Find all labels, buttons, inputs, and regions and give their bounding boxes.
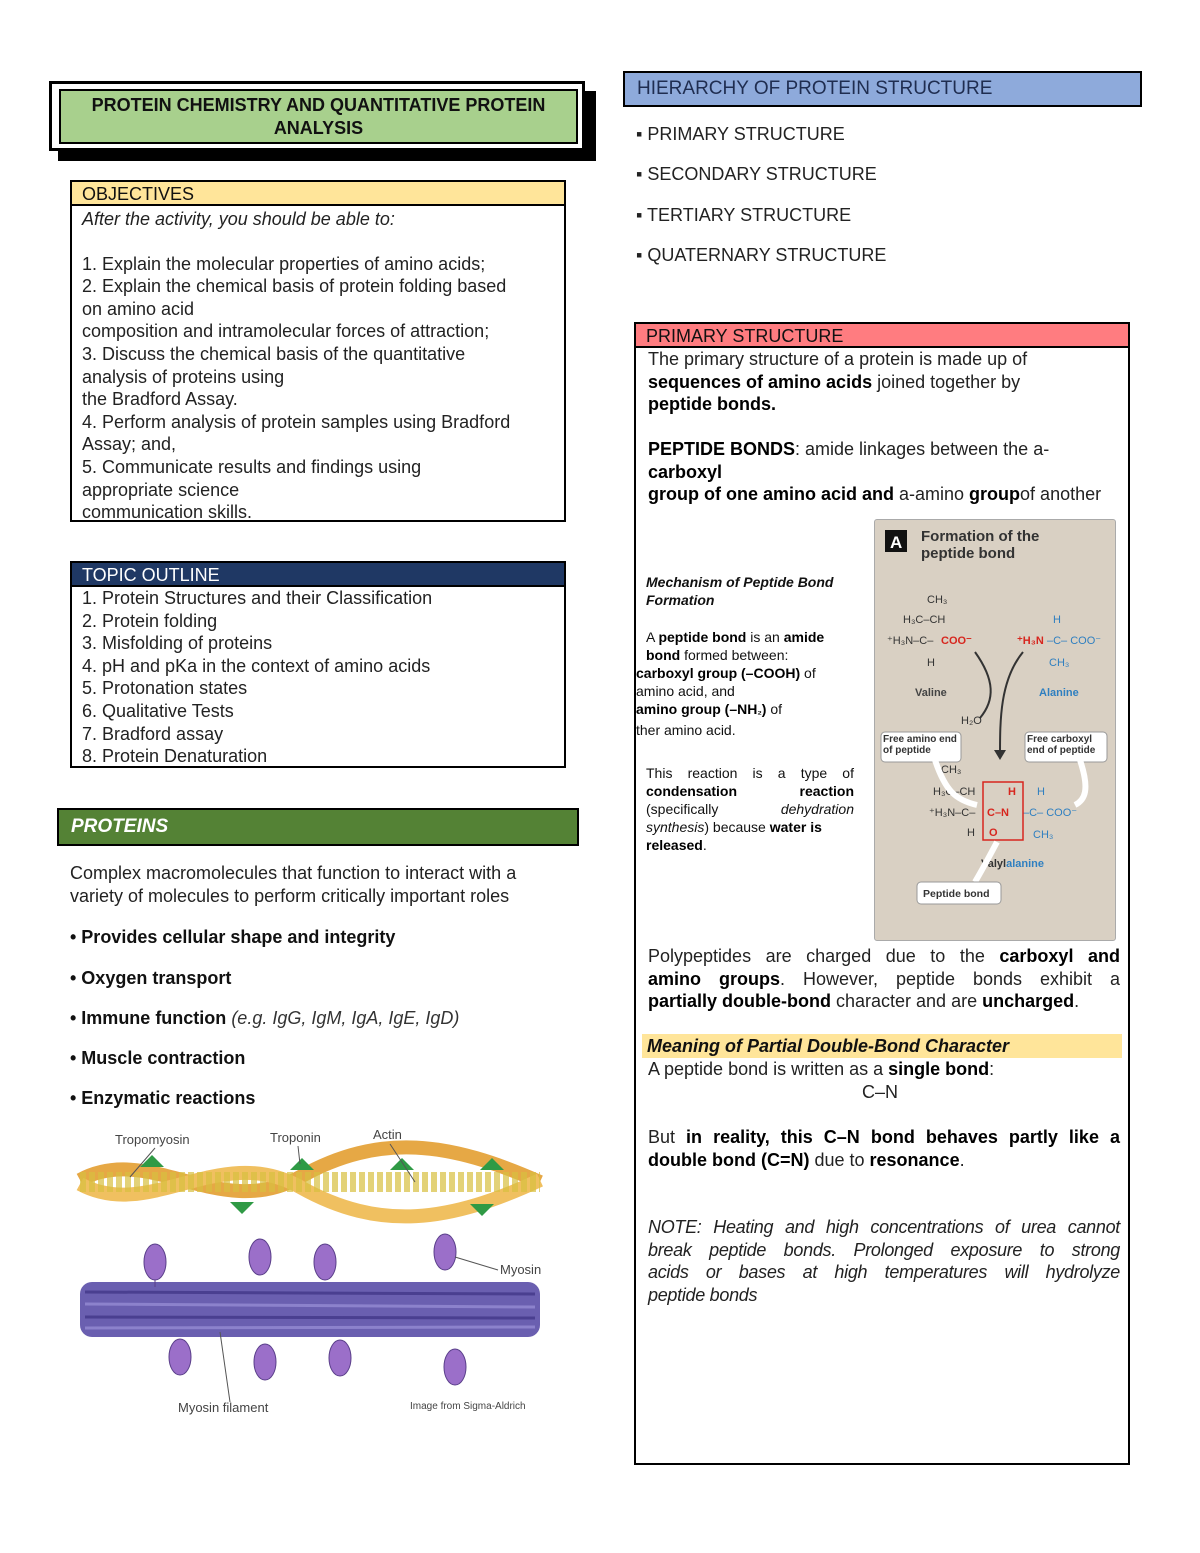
objective-line: appropriate science (82, 479, 240, 500)
peptide-bond-label: Peptide bond (923, 888, 990, 900)
list-item: 3. Misfolding of proteins (82, 633, 273, 654)
image-credit: Image from Sigma-Aldrich (410, 1401, 526, 1412)
svg-text:⁺H₃N–C–: ⁺H₃N–C– (929, 807, 976, 819)
hierarchy-header: HIERARCHY OF PROTEIN STRUCTURE (623, 71, 1142, 107)
primary-paragraph-4 (648, 1058, 1120, 1103)
topic-outline-list (72, 587, 564, 768)
bold-text: amide (783, 629, 825, 645)
bold-text: double bond (C=N) (648, 1149, 810, 1170)
svg-text:C–N: C–N (987, 807, 1010, 819)
bold-text: PEPTIDE BONDS (648, 439, 796, 459)
bold-text: released (646, 837, 703, 853)
text-span: of (766, 701, 783, 717)
mechanism-description (636, 628, 858, 739)
note-line: break peptide bonds. Prolonged exposure to strong (648, 1239, 1120, 1260)
hierarchy-item: ▪ SECONDARY STRUCTURE (636, 164, 877, 184)
bold-text: ) (761, 701, 767, 717)
text-span: But (648, 1127, 687, 1147)
svg-text:–C– COO⁻: –C– COO⁻ (1047, 635, 1102, 647)
role-item (70, 1008, 459, 1029)
svg-text:⁺H₃N: ⁺H₃N (1017, 635, 1044, 647)
label-myosin-filament: Myosin filament (178, 1400, 269, 1415)
text-span: is an (746, 629, 784, 645)
text-line: This reaction is a type of (646, 765, 854, 781)
actin-myosin-figure (70, 1122, 570, 1422)
primary-paragraph-1 (648, 348, 1118, 416)
bold-text: group (964, 484, 1021, 505)
subscript: ₂ (757, 706, 762, 717)
role-item: • Enzymatic reactions (70, 1088, 256, 1108)
svg-text:H: H (927, 657, 935, 669)
objective-line: the Bradford Assay. (82, 389, 238, 410)
svg-text:CH₃: CH₃ (1049, 657, 1070, 669)
proteins-header: PROTEINS (57, 808, 579, 846)
list-item: 5. Protonation states (82, 678, 248, 699)
italic-text: dehydration (780, 801, 854, 817)
text-span: ) because (704, 819, 770, 835)
actin-filament (80, 1147, 540, 1216)
bold-text: water is (769, 819, 822, 835)
svg-text:H₃C–CH: H₃C–CH (933, 786, 976, 798)
text-line: C–N (862, 1081, 899, 1102)
valine-label: Valine (915, 687, 947, 699)
svg-text:H: H (1037, 786, 1045, 798)
objectives-box (70, 180, 566, 522)
text-span: . (702, 837, 707, 853)
text-span: (specifically (646, 801, 719, 817)
reaction-arrow (1000, 652, 1023, 755)
text-span: : amide linkages between the (795, 439, 1034, 459)
list-item: 1. Protein Structures and their Classification (82, 588, 433, 608)
objective-line: composition and intramolecular forces of attraction; (82, 321, 490, 342)
text-line: ther amino acid. (636, 722, 736, 738)
bold-text: in reality, this C–N bond behaves partly like a (686, 1127, 1120, 1147)
text-span: A peptide bond is written as a (648, 1059, 889, 1079)
meaning-header: Meaning of Partial Double-Bond Character (642, 1034, 1122, 1058)
note-line: NOTE: Heating and high concentrations of urea cannot (648, 1217, 1120, 1237)
list-item: 2. Protein folding (82, 610, 218, 631)
list-item: 6. Qualitative Tests (82, 700, 234, 721)
topic-outline-box (70, 561, 566, 768)
alanine-structure (1017, 614, 1101, 669)
text-span: character and are (831, 991, 983, 1012)
proteins-intro: Complex macromolecules that function to interact with a variety of molecules to perform critically important roles (70, 863, 517, 906)
objectives-intro: After the activity, you should be able to: (82, 209, 395, 229)
valine-structure (887, 594, 972, 669)
text-span: of another (1020, 484, 1102, 505)
bold-text: carboxyl and (999, 946, 1120, 966)
water-removal-arrow (975, 652, 991, 718)
role-item: • Oxygen transport (70, 968, 232, 988)
role-item: • Muscle contraction (70, 1048, 246, 1068)
reaction-arrowhead (994, 750, 1006, 760)
label-troponin: Troponin (270, 1130, 321, 1145)
label-tropomyosin: Tropomyosin (115, 1132, 190, 1147)
primary-paragraph-3 (648, 945, 1120, 1013)
hierarchy-item: ▪ PRIMARY STRUCTURE (636, 124, 845, 144)
text-line: amino acid, and (636, 683, 735, 699)
water-label: H₂O (961, 715, 982, 727)
alanine-part: alanine (1006, 858, 1044, 870)
objective-line: 5. Communicate results and findings using (82, 456, 422, 477)
page-title: PROTEIN CHEMISTRY AND QUANTITATIVE PROTEIN ANALYSIS (59, 89, 578, 144)
bold-text: resonance (869, 1149, 960, 1170)
objective-line: analysis of proteins using (82, 366, 285, 387)
objective-line: 4. Perform analysis of protein samples using Bradford (82, 411, 511, 432)
objectives-header: OBJECTIVES (72, 182, 564, 206)
valyl-part: Valyl (981, 858, 1007, 870)
myosin-filament-bundle (80, 1282, 540, 1337)
text-span: due to (809, 1149, 870, 1170)
objective-line: Assay; and, (82, 434, 177, 455)
peptide-bond-figure (874, 519, 1116, 941)
immune-examples: (e.g. IgG, IgM, IgA, IgE, IgD) (231, 1008, 460, 1028)
role-item-label: • Immune function (70, 1008, 227, 1028)
objective-line: 2. Explain the chemical basis of protein folding based (82, 276, 507, 297)
text-span: A (646, 629, 659, 645)
note-line: acids or bases at high temperatures will hydrolyze (648, 1262, 1120, 1283)
primary-note (648, 1216, 1120, 1306)
svg-text:CH₃: CH₃ (941, 764, 962, 776)
dipeptide-structure (929, 764, 1077, 841)
bold-text: peptide bond (658, 629, 747, 645)
bold-text: sequences of amino acids (648, 371, 873, 392)
note-line: peptide bonds (648, 1284, 758, 1305)
svg-text:CH₃: CH₃ (927, 594, 948, 606)
svg-text:H: H (967, 827, 975, 839)
text-span: a-amino (899, 484, 965, 505)
svg-text:COO⁻: COO⁻ (941, 635, 972, 647)
primary-structure-header: PRIMARY STRUCTURE (636, 324, 1128, 348)
carboxyl-arrow (1075, 760, 1085, 805)
hierarchy-item: ▪ QUATERNARY STRUCTURE (636, 245, 887, 265)
primary-paragraph-2 (648, 438, 1120, 506)
svg-text:⁺H₃N–C–: ⁺H₃N–C– (887, 635, 934, 647)
text-line: The primary structure of a protein is made up of (648, 349, 1028, 369)
text-span: formed between: (680, 647, 789, 663)
alanine-label: Alanine (1039, 687, 1079, 699)
text-span: . However, peptide bonds exhibit a (779, 968, 1120, 989)
svg-text:H: H (1053, 614, 1061, 626)
svg-text:H: H (1008, 786, 1016, 798)
bold-text: bond (646, 647, 681, 663)
svg-text:CH₃: CH₃ (1033, 829, 1054, 841)
bold-text: uncharged (982, 991, 1075, 1012)
mechanism-reaction-note (646, 764, 854, 854)
objective-line: on amino acid (82, 298, 195, 319)
list-item: 8. Protein Denaturation (82, 746, 268, 767)
figure-title-line-1: Formation of the (921, 528, 1040, 545)
text-span: . (1074, 991, 1080, 1012)
objective-line: 3. Discuss the chemical basis of the quantitative (82, 343, 466, 364)
text-span: joined together by (872, 371, 1021, 392)
bold-text: amino group (–NH (636, 701, 758, 717)
label-actin: Actin (373, 1127, 402, 1142)
free-carboxyl-label: Free carboxyl end of peptide (1027, 734, 1096, 756)
bold-text: amino groups (648, 968, 780, 989)
bold-text: partially double-bond (648, 991, 831, 1012)
bold-text: reaction (799, 783, 854, 799)
role-item: • Provides cellular shape and integrity (70, 927, 396, 947)
figure-letter: A (890, 533, 903, 552)
bold-text: group of one amino acid and (648, 484, 900, 505)
objectives-content (72, 206, 564, 526)
bold-text: condensation (646, 783, 738, 799)
list-item: 7. Bradford assay (82, 723, 224, 744)
primary-paragraph-5 (648, 1126, 1120, 1171)
text-span: : (989, 1059, 995, 1079)
text-span: a- (1033, 439, 1050, 459)
text-span: Polypeptides are charged due to the (648, 946, 1000, 966)
bold-text: carboxyl (648, 461, 723, 482)
figure-title-line-2: peptide bond (921, 545, 1016, 562)
hierarchy-item: ▪ TERTIARY STRUCTURE (636, 205, 852, 225)
italic-text: synthesis (646, 819, 705, 835)
svg-text:–C– COO⁻: –C– COO⁻ (1023, 807, 1078, 819)
svg-text:O: O (989, 827, 998, 839)
objective-line: 1. Explain the molecular properties of amino acids; (82, 253, 486, 274)
topic-outline-header: TOPIC OUTLINE (72, 563, 564, 587)
free-amino-label: Free amino end of peptide (883, 734, 957, 756)
bold-text: peptide bonds. (648, 394, 776, 415)
mechanism-title: Mechanism of Peptide Bond Formation (646, 574, 834, 608)
text-span: . (959, 1149, 965, 1170)
bold-text: single bond (888, 1059, 990, 1079)
label-myosin: Myosin (500, 1262, 542, 1277)
bold-text: carboxyl group (–COOH) (636, 665, 801, 681)
svg-text:H₃C–CH: H₃C–CH (903, 614, 946, 626)
list-item: 4. pH and pKa in the context of amino acids (82, 655, 431, 676)
objective-line: communication skills. (82, 502, 253, 523)
text-span: of (800, 665, 816, 681)
